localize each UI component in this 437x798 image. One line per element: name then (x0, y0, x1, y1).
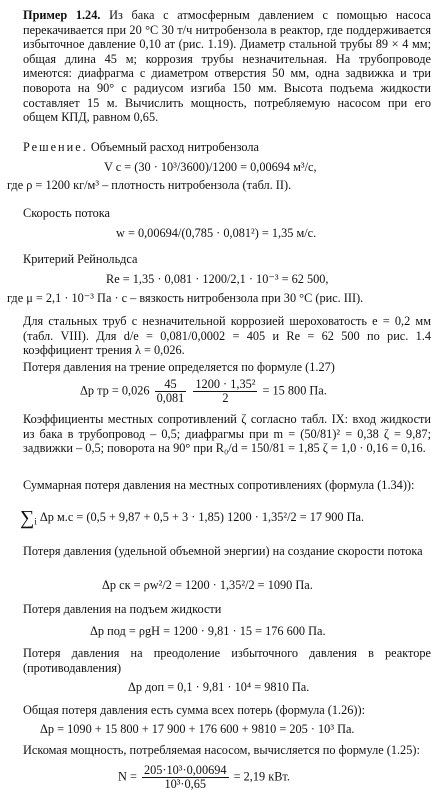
power-label: Искомая мощность, потребляемая насосом, вычисляется по формуле (1.25): (23, 743, 420, 757)
formula-speed-loss: Δp ск = ρw²/2 = 1200 · 1,35²/2 = 1090 Па. (102, 578, 313, 592)
friction-label: Потеря давления на трение определяется по формуле (1.27) (23, 360, 335, 374)
speed-loss-label: Потеря давления (удельной объемной энергии) на создание скорости потока (23, 544, 423, 558)
fraction-dynamic-pressure (193, 378, 257, 405)
total-paragraph (7, 703, 431, 718)
example-paragraph (7, 8, 431, 125)
formula-local-text: Δp м.с = (0,5 + 9,87 + 0,5 + 3 · 1,85) 1200 · 1,35²/2 = 17 900 Па. (39, 510, 365, 524)
total-label: Общая потеря давления есть сумма всех потерь (формула (1.26)): (23, 703, 366, 717)
formula-excess: Δp доп = 0,1 · 9,81 · 10⁴ = 9810 Па. (128, 680, 310, 694)
sum-symbol: ∑ (20, 506, 35, 529)
fraction-numerator: 1200 · 1,35² (195, 377, 256, 391)
formula-speed: w = 0,00694/(0,785 · 0,081²) = 1,35 м/с. (116, 226, 317, 240)
fraction-denominator: 2 (222, 391, 229, 405)
formula-power (118, 764, 290, 791)
formula-friction (80, 378, 327, 405)
excess-label: Потеря давления на преодоление избыточного давления в реакторе (противодавления) (23, 646, 431, 675)
fraction-power (142, 764, 229, 791)
formula-total: Δp = 1090 + 15 800 + 17 900 + 176 600 + 9810 = 205 · 10³ Па. (40, 722, 355, 736)
solution-intro (7, 140, 431, 155)
note-density: где ρ = 1200 кг/м³ – плотность нитробензола (табл. II). (7, 178, 292, 192)
excess-paragraph (7, 646, 431, 675)
local-coefficients-paragraph (7, 412, 431, 456)
local-coefficients-text: Коэффициенты местных сопротивлений ζ согласно табл. IX: вход жидкости из бака в трубопровод – 0,5; диафрагмы при m = (50/81)² = 0,38 ζ = 9,87; задвижки – 0,5; поворота на 90° при R₀/d = 150/81 = 1,85 ζ = 1,0 · 0,16 = 0,16. (23, 412, 431, 456)
note-viscosity: где μ = 2,1 · 10⁻³ Па · с – вязкость нитробензола при 30 °С (рис. III). (7, 291, 364, 305)
fraction-length-diameter (155, 378, 187, 405)
power-paragraph (7, 743, 431, 758)
fraction-numerator: 45 (155, 378, 187, 392)
fraction-numerator: 205·10³·0,00694 (143, 763, 227, 777)
formula-power-right: = 2,19 кВт. (233, 769, 290, 784)
fraction-denominator: 0,081 (156, 391, 185, 405)
example-text: Из бака с атмосферным давлением с помощью насоса перекачивается при 20 °С 30 т/ч нитробензола в реактор, где поддерживается избыточное давление 0,10 ат (рис. 1.19). Диаметр стальной трубы 89 × 4 мм; общая длина 45 м; коррозия трубы незначительная. На трубопроводе имеются: диафрагма с диаметром отверстия 50 мм, одна задвижка и три поворота на 90° с радиусом изгиба 150 мм. Высота подъема жидкости составляет 15 м. Вычислить мощность, потребляемую насосом при его общем КПД, равном 0,65. (23, 8, 431, 125)
formula-friction-right: = 15 800 Па. (262, 383, 327, 398)
lift-label: Потеря давления на подъем жидкости (23, 602, 222, 616)
formula-local-losses (20, 506, 365, 529)
speed-loss-paragraph (7, 544, 431, 559)
formula-power-left: N = (118, 769, 137, 784)
reynolds-label: Критерий Рейнольдса (23, 252, 138, 266)
formula-reynolds: Re = 1,35 · 0,081 · 1200/2,1 · 10⁻³ = 62 500, (106, 272, 329, 286)
roughness-paragraph (7, 314, 431, 358)
formula-lift: Δp под = ρgH = 1200 · 9,81 · 15 = 176 600 Па. (90, 624, 326, 638)
formula-volume-flow: V с = (30 · 10³/3600)/1200 = 0,00694 м³/с, (104, 160, 317, 174)
fraction-denominator: 10³·0,65 (164, 777, 207, 791)
roughness-text: Для стальных труб с незначительной коррозией шероховатость e = 0,2 мм (табл. VIII). Для d/e = 0,081/0,0002 = 405 и Re = 62 500 по рис. 1.4 коэффициент трения λ = 0,026. (23, 314, 431, 358)
local-sum-label: Суммарная потеря давления на местных сопротивлениях (формула (1.34)): (23, 478, 415, 492)
local-sum-paragraph (7, 478, 431, 493)
formula-friction-left: Δp тр = 0,026 (80, 383, 150, 398)
speed-label: Скорость потока (23, 206, 110, 220)
solution-label: Решение. (23, 140, 88, 154)
sum-index: i (34, 516, 37, 527)
example-label: Пример 1.24. (23, 8, 101, 22)
solution-intro-text: Объемный расход нитробензола (90, 140, 259, 154)
